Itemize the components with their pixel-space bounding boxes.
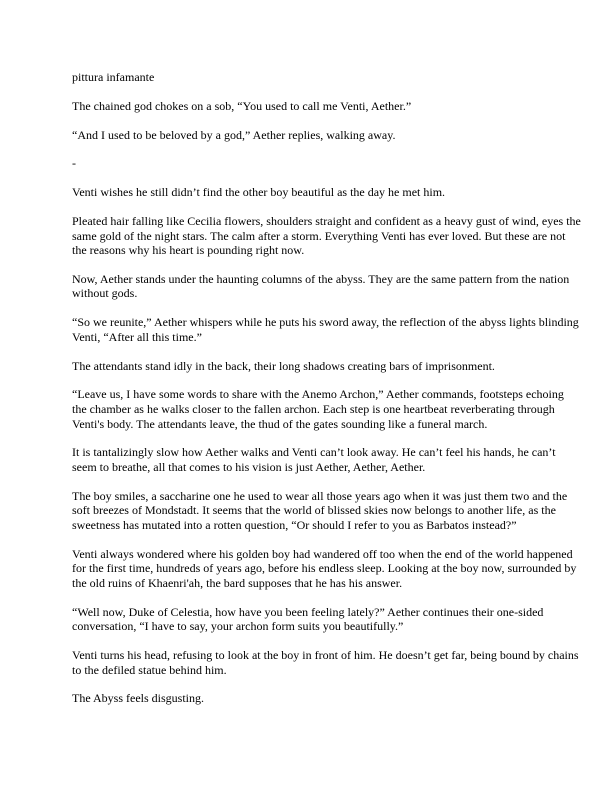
paragraph-line: The boy smiles, a saccharine one he used to wear all those years ago when it was just them two and the xyxy=(72,488,568,503)
paragraph xyxy=(72,445,556,474)
paragraph xyxy=(72,546,577,591)
paragraph-line: Venti's body. The attendants leave, the thud of the gates sounding like a funeral march. xyxy=(72,416,488,431)
paragraph xyxy=(72,605,544,634)
paragraph-line: “And I used to be beloved by a god,” Aether replies, walking away. xyxy=(72,127,396,142)
paragraph-line: for the first time, hundreds of years ago, before his endless sleep. Looking at the boy now, surrounded by xyxy=(72,561,577,576)
paragraph-line: It is tantalizingly slow how Aether walks and Venti can’t look away. He can’t feel his hands, he can’t xyxy=(72,445,556,460)
paragraph-line: to the defiled statue behind him. xyxy=(72,662,227,677)
paragraph-line: - xyxy=(72,156,76,171)
paragraph-line: Pleated hair falling like Cecilia flowers, shoulders straight and confident as a heavy gust of wind, eyes the xyxy=(72,213,581,228)
paragraph-line: seem to breathe, all that comes to his vision is just Aether, Aether, Aether. xyxy=(72,459,426,474)
paragraph xyxy=(72,488,568,533)
paragraph xyxy=(72,648,579,677)
paragraph-line: Now, Aether stands under the haunting columns of the abyss. They are the same pattern from the nation xyxy=(72,271,570,286)
paragraph-line: soft breezes of Mondstadt. It seems that the world of blissed skies now belongs to another life, as the xyxy=(72,503,556,518)
paragraph-line: “Leave us, I have some words to share with the Anemo Archon,” Aether commands, footsteps echoing xyxy=(72,387,564,402)
paragraph-line: Venti always wondered where his golden boy had wandered off too when the end of the world happened xyxy=(72,546,573,561)
paragraph-line: The attendants stand idly in the back, their long shadows creating bars of imprisonment. xyxy=(72,358,495,373)
paragraph xyxy=(72,99,544,114)
document-body xyxy=(72,98,581,706)
paragraph xyxy=(72,387,564,431)
paragraph-line: the chamber as he walks closer to the fallen archon. Each step is one heartbeat reverberating through xyxy=(72,402,555,416)
paragraph-line: The Abyss feels disgusting. xyxy=(72,691,204,706)
paragraph-line: sweetness has mutated into a rotten question, “Or should I refer to you as Barbatos instead?” xyxy=(72,517,517,532)
paragraph-line: Venti, “After all this time.” xyxy=(72,329,202,344)
paragraph-line: conversation, “I have to say, your archon form suits you beautifully.” xyxy=(72,619,404,634)
paragraph-line: “So we reunite,” Aether whispers while he puts his sword away, the reflection of the abyss lights blinding xyxy=(72,315,579,330)
paragraph xyxy=(72,156,544,171)
document-page xyxy=(72,70,581,720)
paragraph xyxy=(72,185,544,200)
paragraph-line: without gods. xyxy=(72,286,138,301)
paragraph-line: The chained god chokes on a sob, “You used to call me Venti, Aether.” xyxy=(72,98,412,113)
paragraph xyxy=(72,359,544,374)
paragraph xyxy=(72,315,579,344)
paragraph-line: Venti wishes he still didn’t find the other boy beautiful as the day he met him. xyxy=(72,185,446,200)
paragraph xyxy=(72,213,581,258)
paragraph xyxy=(72,128,544,143)
paragraph-line: Venti turns his head, refusing to look at the boy in front of him. He doesn’t get far, being bound by chains xyxy=(72,648,579,663)
paragraph-line: the old ruins of Khaenri'ah, the bard supposes that he has his answer. xyxy=(72,575,403,590)
paragraph-line: same gold of the night stars. The calm after a storm. Everything Venti has ever loved. But these are not xyxy=(72,228,566,243)
paragraph-line: “Well now, Duke of Celestia, how have you been feeling lately?” Aether continues their one-sided xyxy=(72,604,544,619)
paragraph xyxy=(72,691,544,706)
document-title: pittura infamante xyxy=(72,70,155,84)
paragraph-line: the reasons why his heart is pounding right now. xyxy=(72,243,305,258)
paragraph xyxy=(72,271,570,301)
